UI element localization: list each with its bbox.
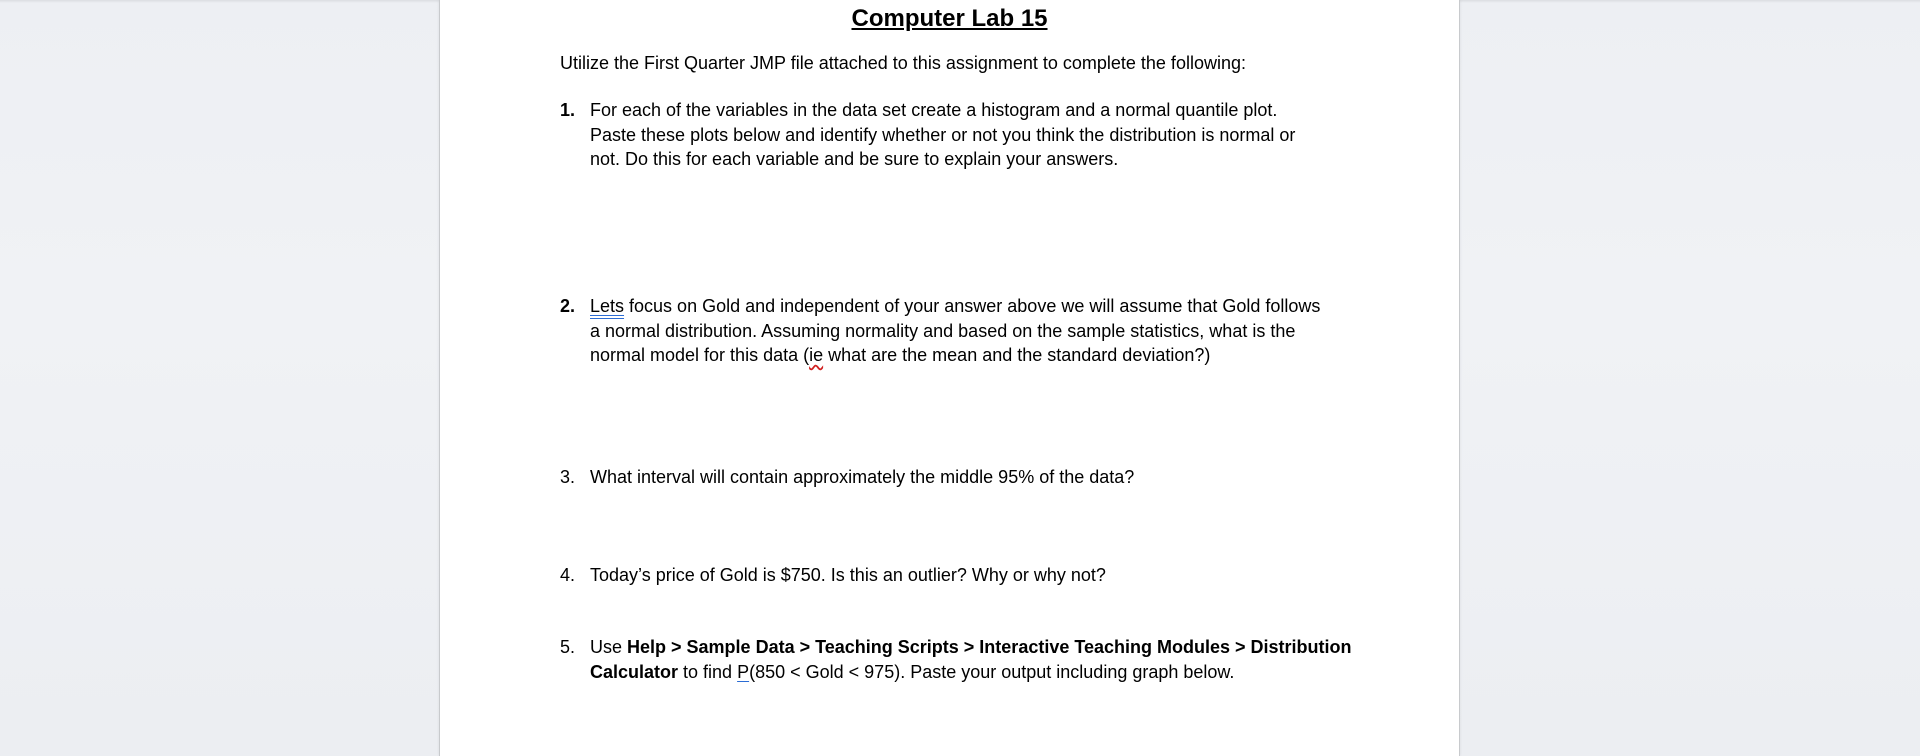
- spelling-flag-word[interactable]: ie: [809, 345, 824, 365]
- document-page[interactable]: [439, 0, 1460, 756]
- list-item-number: 4.: [560, 565, 576, 585]
- left-canvas-margin: [0, 0, 439, 756]
- list-item-number: 2.: [560, 296, 576, 316]
- document-title: Computer Lab 15: [851, 5, 1048, 32]
- list-item-text: Today’s price of Gold is $750. Is this an outlier? Why or why not?: [590, 565, 1106, 585]
- list-item-text: For each of the variables in the data set create a histogram and a normal quantile plot. Paste these plots below and identify whether or not you think the distribution is normal or not. Do this for each variable and be sure to explain your answers.: [590, 100, 1296, 169]
- list-item-5: [560, 635, 1352, 684]
- list-item-text: Lets focus on Gold and independent of your answer above we will assume that Gold follows a normal distribution. Assuming normality and based on the sample statistics, what is the normal model for this data (ie what are the mean and the standard deviation?): [590, 296, 1321, 365]
- right-canvas-margin: [1459, 0, 1920, 756]
- list-item-3: [560, 465, 1340, 490]
- intro-paragraph: Utilize the First Quarter JMP file attached to this assignment to complete the following:: [560, 53, 1246, 73]
- list-item-text: What interval will contain approximately the middle 95% of the data?: [590, 467, 1135, 487]
- menu-path-bold: Calculator: [590, 661, 679, 682]
- list-item-text: Use Help > Sample Data > Teaching Scripts > Interactive Teaching Modules > Distribution Calculator to find P(850 < Gold < 975). Paste your output including graph below.: [590, 637, 1352, 682]
- list-item-number: 5.: [560, 637, 576, 657]
- list-item-number: 1.: [560, 100, 576, 120]
- grammar-flag-word[interactable]: Lets: [590, 296, 625, 316]
- grammar-flag-word[interactable]: P: [737, 661, 750, 682]
- list-item-4: [560, 563, 1340, 588]
- menu-path-bold: Help > Sample Data > Teaching Scripts > Interactive Teaching Modules > Distribution: [627, 637, 1352, 657]
- list-item-number: 3.: [560, 467, 576, 487]
- list-item-2: [560, 294, 1340, 368]
- list-item-1: [560, 98, 1340, 172]
